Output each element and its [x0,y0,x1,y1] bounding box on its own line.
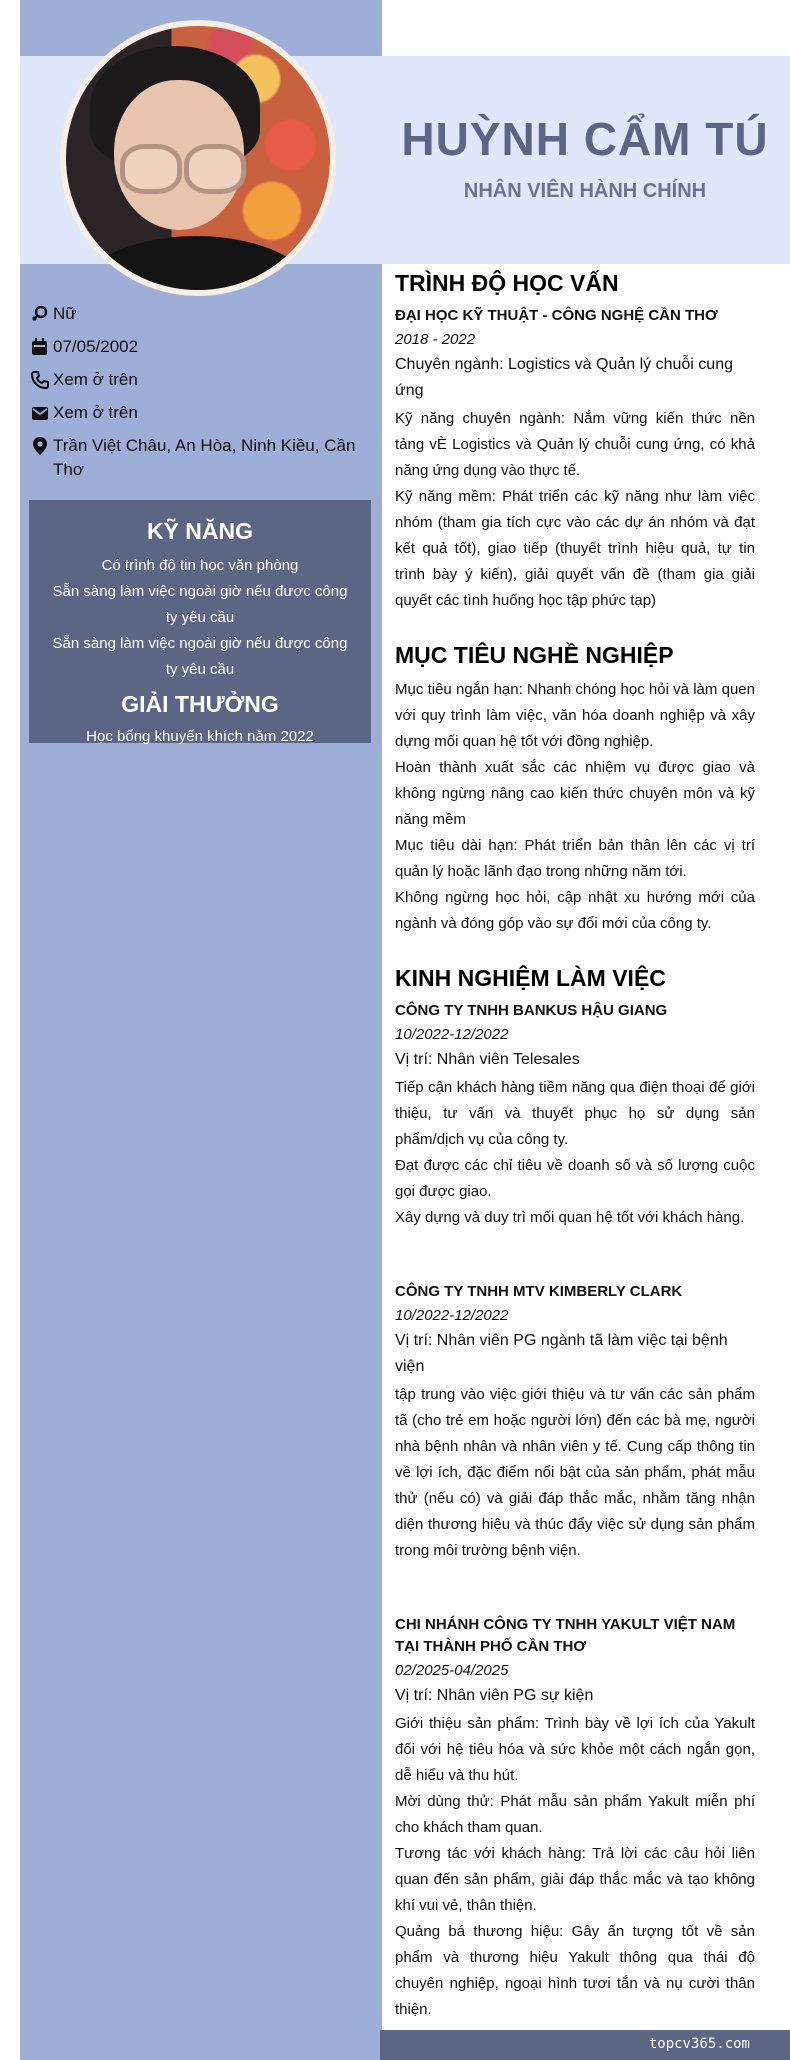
objective-paragraph: Mục tiêu ngắn hạn: Nhanh chóng học hỏi và làm quen với quy trình làm việc, văn hóa doanh nghiệp và xây dựng mối quan hệ tốt với đồng nghiệp. [395,681,755,750]
job-detail: Xây dựng và duy trì mối quan hệ tốt với khách hàng. [395,1209,745,1226]
job-detail: Quảng bá thương hiệu: Gây ấn tượng tốt về sản phẩm và thương hiệu Yakult thông qua thái độ chuyên nghiệp, ngoại hình tươi tắn và nụ cười thân thiện. [395,1923,755,2018]
objective-heading: MỤC TIÊU NGHỀ NGHIỆP [395,642,674,668]
skill-item: Sẵn sàng làm việc ngoài giờ nếu được công ty yêu cầu [52,583,348,626]
email-icon [30,403,50,423]
company-name: CÔNG TY TNHH BANKUS HẬU GIANG [395,1002,668,1019]
company-name: CÔNG TY TNHH MTV KIMBERLY CLARK [395,1283,683,1300]
contact-text: Nữ [53,304,77,323]
footer-band [380,2030,790,2060]
objective-paragraph: Mục tiêu dài hạn: Phát triển bản thân lên các vị trí quản lý hoặc lãnh đạo trong những năm tới. [395,837,755,880]
job-detail: Tiếp cận khách hàng tiềm năng qua điện thoại để giới thiệu, tư vấn và thuyết phục họ sử dụng sản phẩm/dịch vụ của công ty. [395,1079,755,1148]
contact-phone [30,368,360,392]
contact-gender [30,302,360,326]
avatar [60,20,336,296]
job-detail: Đạt được các chỉ tiêu về doanh số và số lượng cuộc gọi được giao. [395,1157,755,1200]
contact-text: Xem ở trên [53,370,138,389]
skills-heading: KỸ NĂNG [146,518,254,544]
job-entry [395,1000,755,1231]
contact-list [30,302,360,491]
skills-awards-box [29,500,371,743]
calendar-icon [30,337,50,357]
education-heading: TRÌNH ĐỘ HỌC VẤN [395,270,619,296]
contact-text: Xem ở trên [53,403,138,422]
main-content [395,270,755,2023]
objective-paragraph: Hoàn thành xuất sắc các nhiệm vụ được giao và không ngừng nâng cao kiến thức chuyên môn và kỹ năng mềm [395,759,755,828]
job-detail: Tương tác với khách hàng: Trả lời các câu hỏi liên quan đến sản phẩm, giải đáp thắc mắc và tạo không khí vui vẻ, thân thiện. [395,1845,755,1914]
job-position: Vị trí: Nhân viên Telesales [395,1051,580,1068]
skill-item: Có trình độ tin học văn phòng [101,557,299,574]
job-detail: Giới thiệu sản phẩm: Trình bày về lợi ích của Yakult đối với hệ tiêu hóa và sức khỏe một cách ngắn gọn, dễ hiểu và thu hút. [395,1715,755,1784]
job-detail: tập trung vào việc giới thiệu và tư vấn các sản phẩm tã (cho trẻ em hoặc người lớn) đến các bà mẹ, người nhà bệnh nhân và nhân viên y tế. Cung cấp thông tin về lợi ích, đặc điểm nổi bật của sản phẩm, phát mẫu thử (nếu có) và giải đáp thắc mắc, nhằm tăng nhận diện thương hiệu và thúc đẩy việc sử dụng sản phẩm trong môi trường bệnh viện. [395,1386,755,1559]
education-detail: Kỹ năng chuyên ngành: Nắm vững kiến thức nền tảng vÈ Logistics và Quản lý chuỗi cung ứng, có khả năng ứng dụng vào thực tế. [395,410,755,479]
job-entry [395,1281,755,1564]
experience-section [395,965,755,2023]
job-title: NHÂN VIÊN HÀNH CHÍNH [463,180,707,202]
gender-icon [30,304,50,324]
contact-birthday [30,335,360,359]
phone-icon [30,370,50,390]
skill-item: Sẵn sàng làm việc ngoài giờ nếu được công ty yêu cầu [52,635,348,678]
contact-text: Trần Việt Châu, An Hòa, Ninh Kiều, Cần Thơ [53,436,356,479]
job-entry [395,1614,755,2023]
watermark[interactable]: topcv365.com [648,2036,750,2052]
job-detail: Mời dùng thử: Phát mẫu sản phẩm Yakult miễn phí cho khách tham quan. [395,1793,755,1836]
job-period: 10/2022-12/2022 [395,1307,509,1324]
contact-text: 07/05/2002 [53,337,139,356]
award-item: Học bổng khuyến khích năm 2022 [86,728,314,745]
candidate-name: HUỲNH CẨM TÚ [401,113,769,165]
job-period: 10/2022-12/2022 [395,1026,509,1043]
experience-heading: KINH NGHIỆM LÀM VIỆC [395,965,666,991]
company-name: CHI NHÁNH CÔNG TY TNHH YAKULT VIỆT NAM TẠI THÀNH PHỐ CẦN THƠ [395,1616,736,1655]
contact-email [30,401,360,425]
awards-heading: GIẢI THƯỞNG [121,691,279,717]
job-position: Vị trí: Nhân viên PG ngành tã làm việc tại bệnh viện [395,1332,728,1375]
contact-address [30,434,360,482]
location-icon [30,436,50,456]
education-period: 2018 - 2022 [395,331,476,348]
school-name: ĐẠI HỌC KỸ THUẬT - CÔNG NGHỆ CẦN THƠ [395,307,718,324]
objective-section [395,642,755,937]
job-position: Vị trí: Nhân viên PG sự kiện [395,1687,594,1704]
education-detail: Kỹ năng mềm: Phát triển các kỹ năng như làm việc nhóm (tham gia tích cực vào các dự án nhóm và đạt kết quả tốt), giao tiếp (thuyết trình hiệu quả, tự tin trình bày ý kiến), giải quyết vấn đề (tham gia giải quyết các tình huống học tập phức tạp) [395,488,755,609]
education-section [395,270,755,614]
objective-paragraph: Không ngừng học hỏi, cập nhật xu hướng mới của ngành và đóng góp vào sự đổi mới của công ty. [395,889,755,932]
education-major: Chuyên ngành: Logistics và Quản lý chuỗi cung ứng [395,356,733,399]
job-period: 02/2025-04/2025 [395,1662,509,1679]
